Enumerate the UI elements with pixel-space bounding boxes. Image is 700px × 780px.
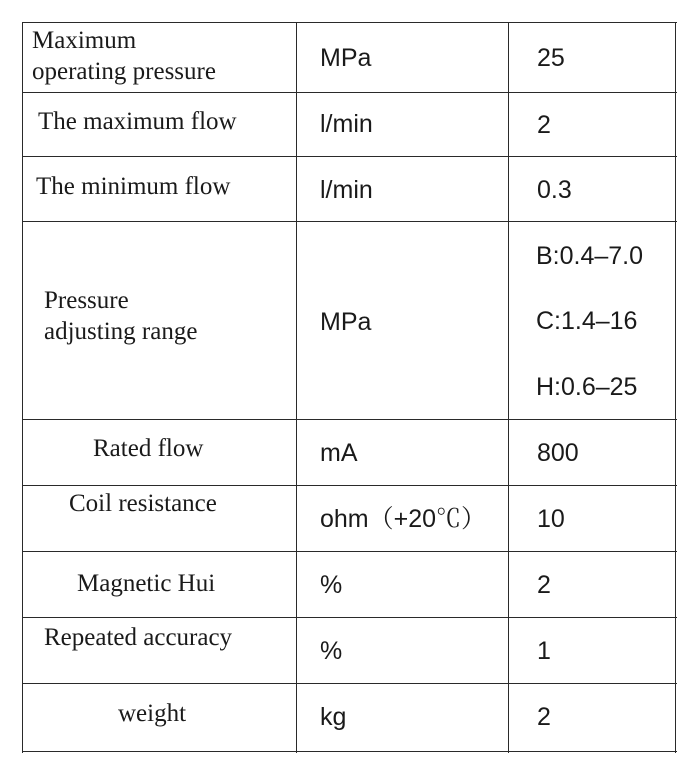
table-border-top <box>22 22 677 23</box>
row-divider <box>22 221 677 222</box>
table-border-bottom <box>22 751 677 752</box>
row-divider <box>22 683 677 684</box>
unit-coil-resistance: ohm（+20℃） <box>320 505 487 533</box>
unit-pressure-adjusting-range: MPa <box>320 308 372 336</box>
value-range-c: C:1.4–16 <box>536 307 638 335</box>
param-magnetic-hui: Magnetic Hui <box>77 570 216 597</box>
row-divider <box>22 617 677 618</box>
unit-repeated-accuracy: % <box>320 637 343 665</box>
column-divider <box>508 22 509 753</box>
param-weight: weight <box>118 700 187 727</box>
unit-max-flow: l/min <box>320 110 373 138</box>
value-weight: 2 <box>537 703 551 731</box>
unit-max-operating-pressure: MPa <box>320 44 372 72</box>
row-divider <box>22 485 677 486</box>
row-divider <box>22 156 677 157</box>
value-range-b: B:0.4–7.0 <box>536 242 644 270</box>
value-max-flow: 2 <box>537 111 551 139</box>
spec-table <box>22 22 677 753</box>
param-min-flow: The minimum flow <box>36 173 231 200</box>
value-range-h: H:0.6–25 <box>536 373 638 401</box>
value-rated-flow: 800 <box>537 439 579 467</box>
unit-magnetic-hui: % <box>320 571 343 599</box>
row-divider <box>22 419 677 420</box>
column-divider <box>296 22 297 753</box>
table-border-right <box>675 22 676 753</box>
value-coil-resistance: 10 <box>537 505 565 533</box>
unit-weight: kg <box>320 703 347 731</box>
value-max-operating-pressure: 25 <box>537 44 565 72</box>
param-coil-resistance: Coil resistance <box>69 490 217 517</box>
row-divider <box>22 92 677 93</box>
param-max-operating-pressure: Maximum operating pressure <box>32 27 216 85</box>
unit-min-flow: l/min <box>320 176 373 204</box>
table-border-left <box>22 22 23 753</box>
value-repeated-accuracy: 1 <box>537 637 551 665</box>
param-repeated-accuracy: Repeated accuracy <box>44 624 233 651</box>
value-magnetic-hui: 2 <box>537 571 551 599</box>
param-rated-flow: Rated flow <box>93 435 204 462</box>
param-max-flow: The maximum flow <box>38 108 237 135</box>
unit-rated-flow: mA <box>320 439 358 467</box>
param-pressure-adjusting-range: Pressure adjusting range <box>44 287 198 345</box>
value-min-flow: 0.3 <box>537 176 572 204</box>
row-divider <box>22 551 677 552</box>
